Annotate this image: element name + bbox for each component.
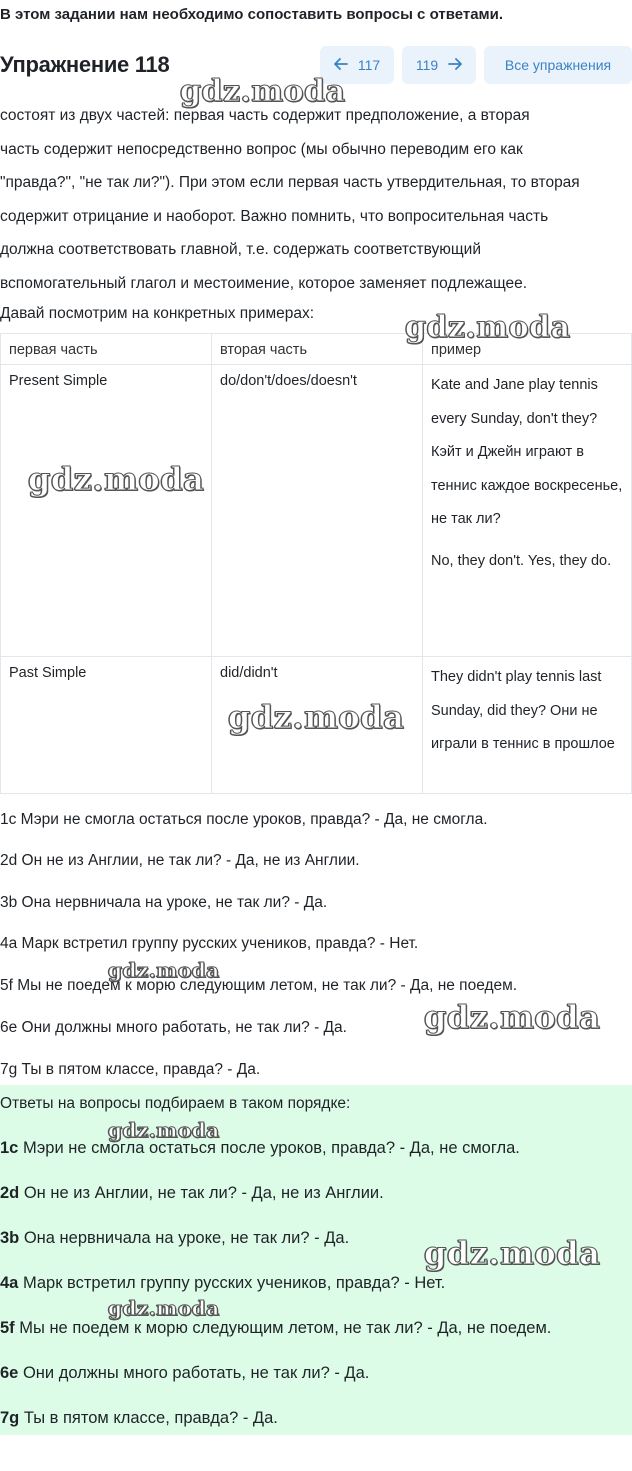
answer-block-item (0, 1184, 384, 1203)
answer-code: 1c (0, 1139, 19, 1157)
answer-block (0, 1085, 632, 1435)
answer-item: 6e Они должны много работать, не так ли? - Да. (0, 1019, 347, 1036)
paragraph-line: должна соответствовать главной, т.е. содержать соответствующий (0, 241, 481, 258)
answer-code: 5f (0, 1319, 15, 1337)
table-cell: did/didn't (212, 657, 423, 794)
watermark-logo: gdz.moda (108, 1296, 220, 1320)
table-cell-example (423, 365, 632, 657)
answer-code: 2d (0, 1184, 20, 1202)
arrow-left-icon (334, 57, 348, 73)
watermark-logo: gdz.moda (108, 1118, 220, 1142)
answer-item: 1c Мэри не смогла остаться после уроков, правда? - Да, не смогла. (0, 811, 488, 828)
answer-block-item (0, 1274, 445, 1293)
exercise-title: Упражнение 118 (0, 52, 170, 77)
answer-text: Ты в пятом классе, правда? - Да. (19, 1409, 278, 1427)
next-exercise-label: 119 (415, 57, 439, 73)
prev-exercise-button[interactable] (320, 46, 394, 84)
table-intro: Давай посмотрим на конкретных примерах: (0, 305, 315, 322)
grammar-table (0, 333, 632, 794)
answer-code: 3b (0, 1229, 20, 1247)
example-text: Kate and Jane play tennis every Sunday, don't they? Кэйт и Джейн играют в теннис каждое воскресенье, не так ли? (431, 377, 623, 527)
watermark-logo: gdz.moda (228, 698, 405, 736)
next-exercise-button[interactable] (402, 46, 476, 84)
watermark-logo: gdz.moda (424, 998, 601, 1036)
paragraph-line: часть содержит непосредственно вопрос (мы обычно переводим его как (0, 141, 523, 158)
answer-item: 3b Она нервничала на уроке, не так ли? - Да. (0, 894, 328, 911)
answer-code: 7g (0, 1409, 20, 1427)
example-answer: No, they don't. Yes, they do. (431, 552, 612, 569)
example-text: They didn't play tennis last Sunday, did they? Они не играли в теннис в прошлое (431, 669, 615, 752)
watermark-logo: gdz.moda (405, 310, 571, 345)
paragraph-line: вспомогательный глагол и местоимение, которое заменяет подлежащее. (0, 275, 528, 292)
watermark-logo: gdz.moda (424, 1234, 601, 1272)
arrow-right-icon (448, 57, 462, 73)
paragraph-line: содержит отрицание и наоборот. Важно помнить, что вопросительная часть (0, 208, 549, 225)
answer-block-item (0, 1319, 551, 1338)
paragraph-line: состоят из двух частей: первая часть содержит предположение, а вторая (0, 107, 530, 124)
table-header-cell: пример (423, 334, 632, 365)
answer-text: Она нервничала на уроке, не так ли? - Да. (19, 1229, 350, 1247)
answer-block-item (0, 1364, 369, 1383)
paragraph-line: "правда?", "не так ли?"). При этом если первая часть утвердительная, то вторая (0, 174, 580, 191)
answer-text: Марк встретил группу русских учеников, правда? - Нет. (18, 1274, 446, 1292)
answer-item: 5f Мы не поедем к морю следующим летом, не так ли? - Да, не поедем. (0, 977, 518, 994)
answer-text: Они должны много работать, не так ли? - Да. (18, 1364, 370, 1382)
answer-block-heading: Ответы на вопросы подбираем в таком порядке: (0, 1095, 351, 1112)
answer-block-item (0, 1409, 278, 1428)
table-cell: Present Simple (1, 365, 212, 657)
table-header-cell: вторая часть (212, 334, 423, 365)
table-cell-example (423, 657, 632, 794)
answer-item: 2d Он не из Англии, не так ли? - Да, не из Англии. (0, 852, 360, 869)
answer-item: 4a Марк встретил группу русских учеников, правда? - Нет. (0, 935, 419, 952)
table-cell: do/don't/does/doesn't (212, 365, 423, 657)
table-row (1, 657, 632, 794)
watermark-logo: gdz.moda (108, 958, 220, 982)
intro-text: В этом задании нам необходимо сопоставить вопросы с ответами. (0, 6, 504, 23)
answer-code: 6e (0, 1364, 19, 1382)
table-row (1, 365, 632, 657)
answer-text: Мы не поедем к морю следующим летом, не так ли? - Да, не поедем. (14, 1319, 552, 1337)
answer-text: Он не из Англии, не так ли? - Да, не из Англии. (19, 1184, 384, 1202)
answer-block-item (0, 1229, 349, 1248)
table-header-row (1, 334, 632, 365)
answer-code: 4a (0, 1274, 19, 1292)
all-exercises-button[interactable] (484, 46, 632, 84)
prev-exercise-label: 117 (357, 57, 381, 73)
table-header-cell: первая часть (1, 334, 212, 365)
answer-item: 7g Ты в пятом классе, правда? - Да. (0, 1061, 261, 1078)
answer-block-item (0, 1139, 520, 1158)
watermark-logo: gdz.moda (180, 74, 346, 109)
all-exercises-label: Все упражнения (504, 57, 612, 73)
watermark-logo: gdz.moda (28, 460, 205, 498)
table-cell: Past Simple (1, 657, 212, 794)
answer-text: Мэри не смогла остаться после уроков, правда? - Да, не смогла. (18, 1139, 520, 1157)
